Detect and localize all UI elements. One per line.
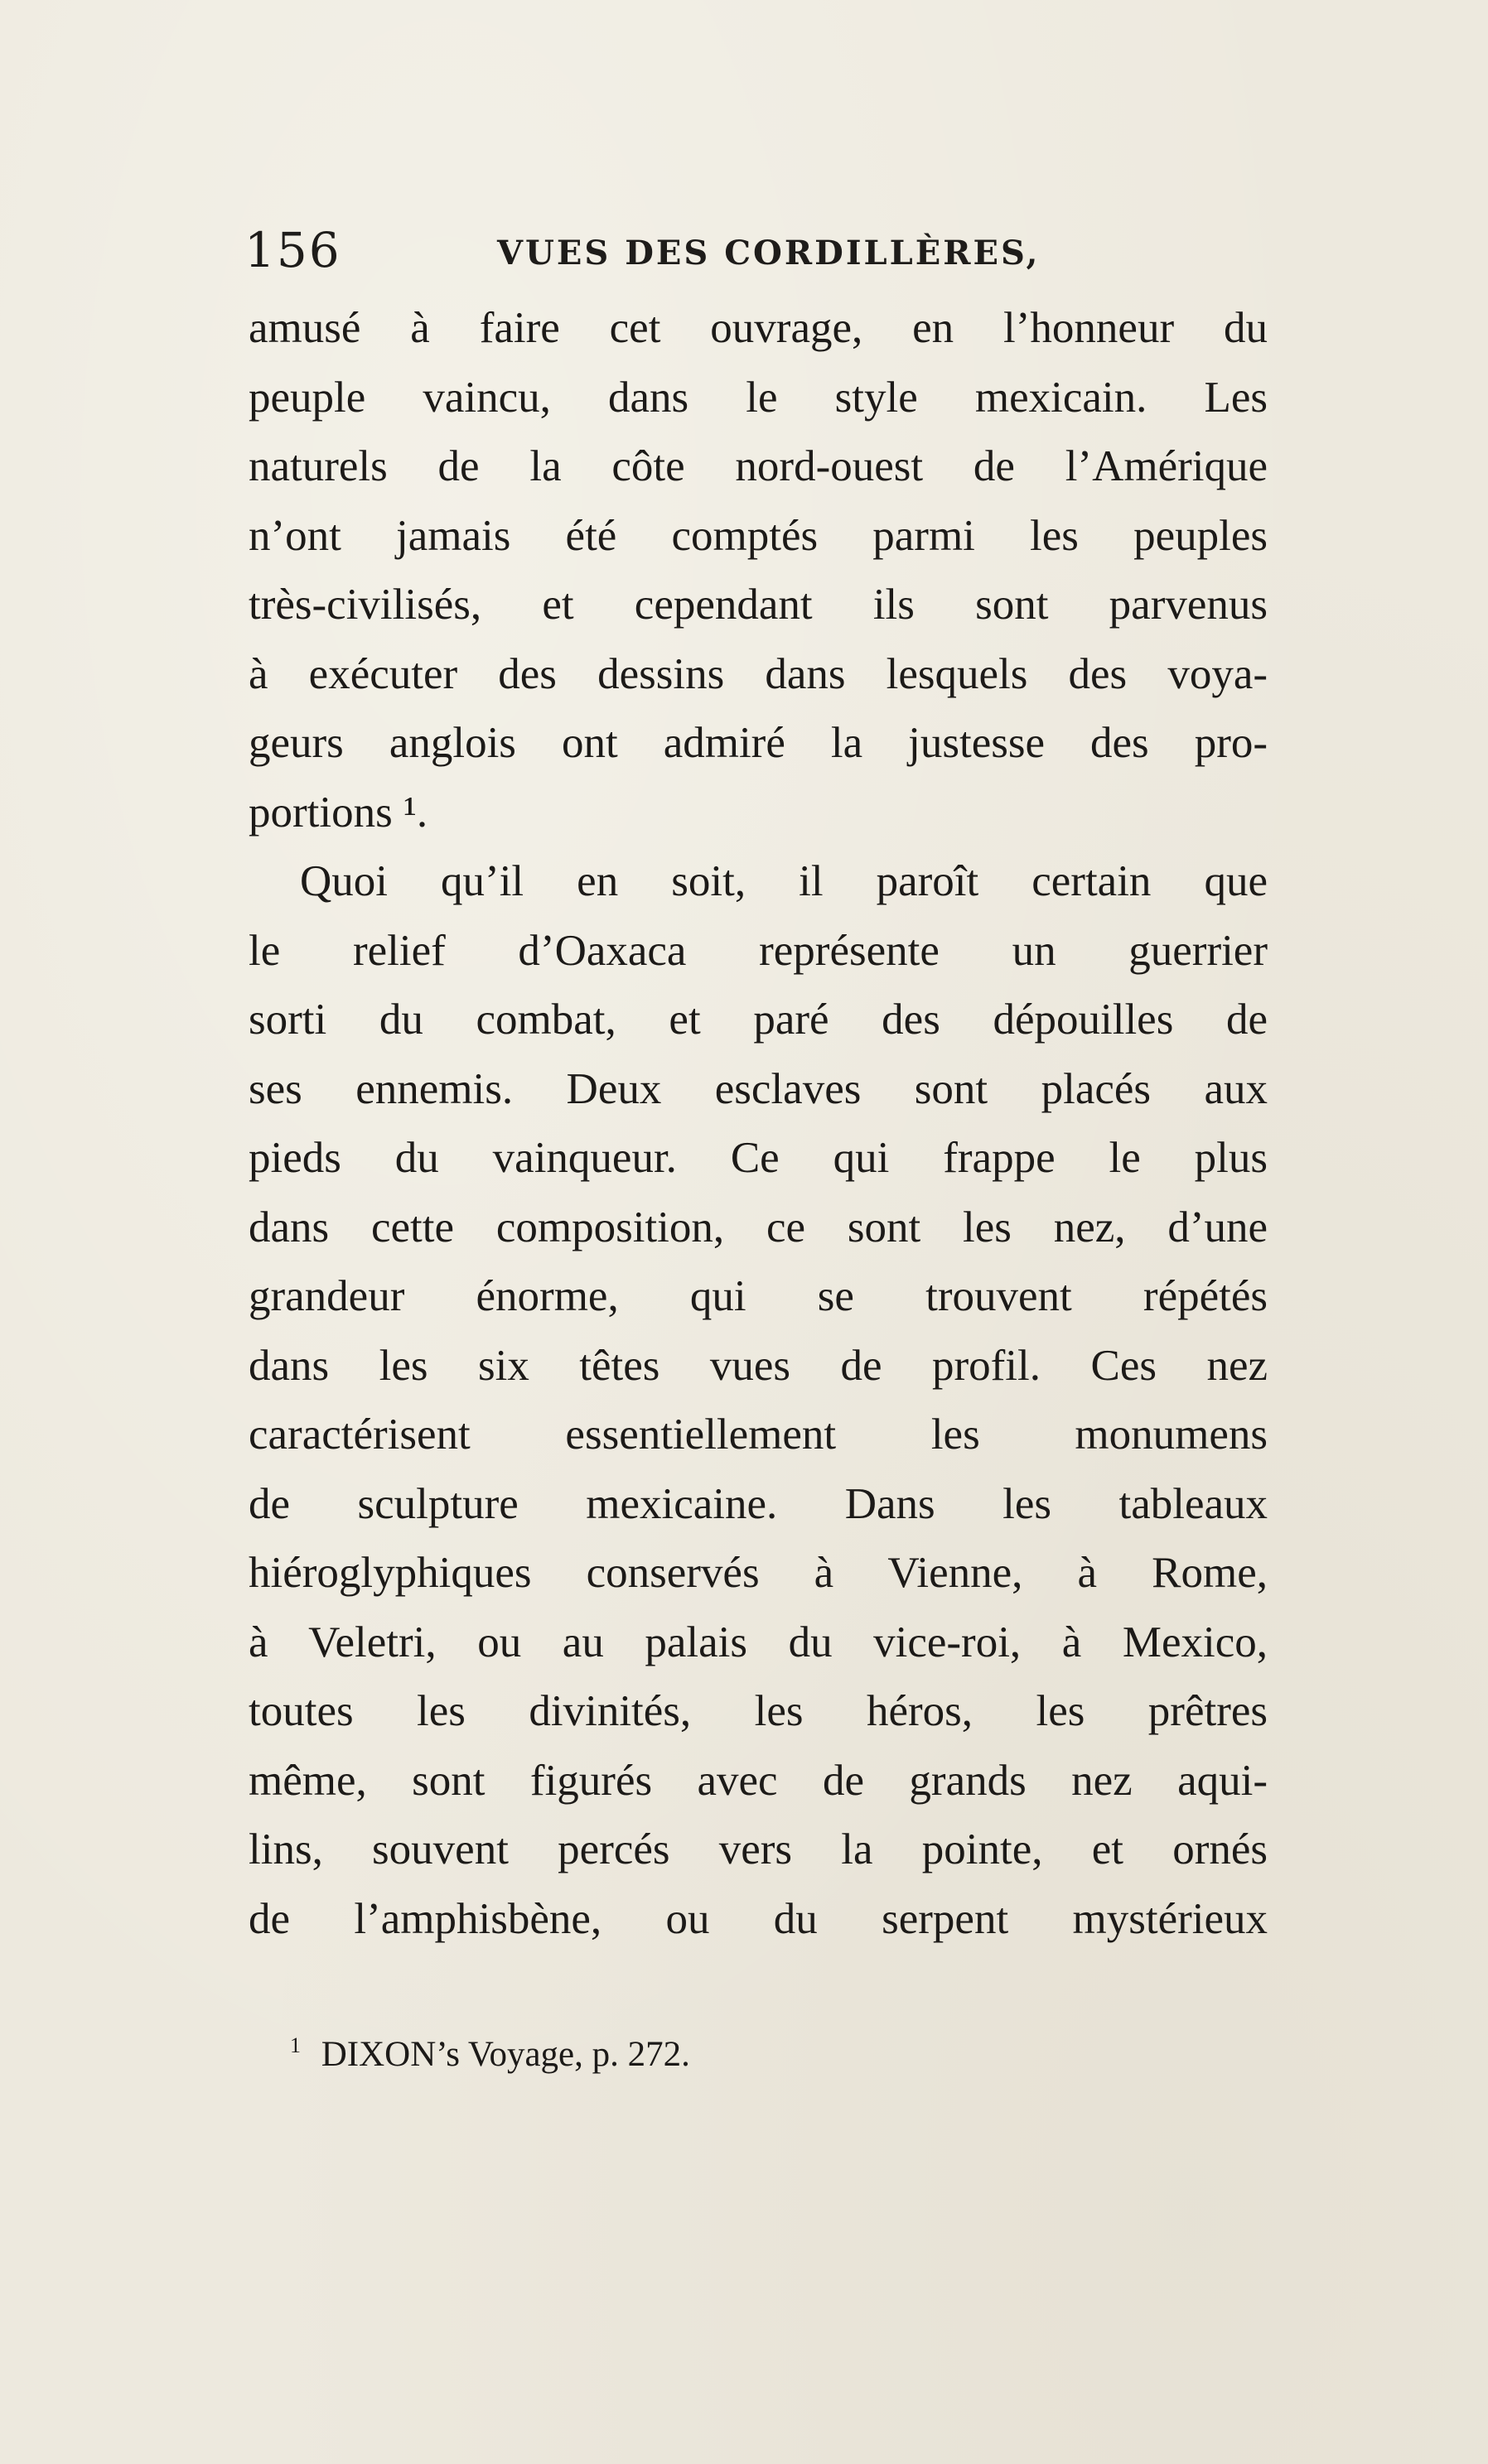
text-line: hiéroglyphiques conservés à Vienne, à Rome, <box>249 1549 1268 1597</box>
running-head: VUES DES CORDILLÈRES, <box>497 234 1041 272</box>
text-line: amusé à faire cet ouvrage, en l’honneur du <box>249 304 1268 352</box>
text-line: dans les six têtes vues de profil. Ces nez <box>249 1341 1268 1390</box>
footnote-marker: 1 <box>290 2033 301 2057</box>
page-number: 156 <box>244 222 341 278</box>
text-line: sorti du combat, et paré des dépouilles de <box>249 996 1268 1044</box>
footnote <box>290 2033 690 2075</box>
text-line: de sculpture mexicaine. Dans les tableaux <box>249 1479 1268 1528</box>
text-line: à Veletri, ou au palais du vice-roi, à Mexico, <box>249 1618 1268 1666</box>
footnote-text: DIXON’s Voyage, p. 272. <box>321 2035 690 2074</box>
text-line: lins, souvent percés vers la pointe, et ornés <box>249 1825 1268 1873</box>
text-line: grandeur énorme, qui se trouvent répétés <box>249 1272 1268 1320</box>
text-line: de l’amphisbène, ou du serpent mystérieux <box>249 1894 1268 1943</box>
text-line: peuple vaincu, dans le style mexicain. Les <box>249 373 1268 422</box>
text-line: ses ennemis. Deux esclaves sont placés aux <box>249 1064 1268 1113</box>
text-line: portions ¹. <box>249 788 428 837</box>
text-line: le relief d’Oaxaca représente un guerrier <box>249 926 1268 975</box>
text-line: à exécuter des dessins dans lesquels des voya- <box>249 649 1268 698</box>
text-line: caractérisent essentiellement les monumens <box>249 1410 1268 1459</box>
text-line: geurs anglois ont admiré la justesse des pro- <box>249 719 1268 767</box>
text-line: naturels de la côte nord-ouest de l’Amérique <box>249 442 1268 490</box>
page-header <box>244 222 1272 280</box>
body-text <box>249 294 1268 1954</box>
text-line: n’ont jamais été comptés parmi les peuples <box>249 511 1268 560</box>
text-line: même, sont figurés avec de grands nez aqui- <box>249 1756 1268 1805</box>
text-line: pieds du vainqueur. Ce qui frappe le plus <box>249 1134 1268 1182</box>
text-line: dans cette composition, ce sont les nez, d’une <box>249 1203 1268 1251</box>
text-line: très-civilisés, et cependant ils sont parvenus <box>249 581 1268 629</box>
text-line: Quoi qu’il en soit, il paroît certain que <box>300 857 1268 905</box>
text-line: toutes les divinités, les héros, les prêtres <box>249 1687 1268 1735</box>
